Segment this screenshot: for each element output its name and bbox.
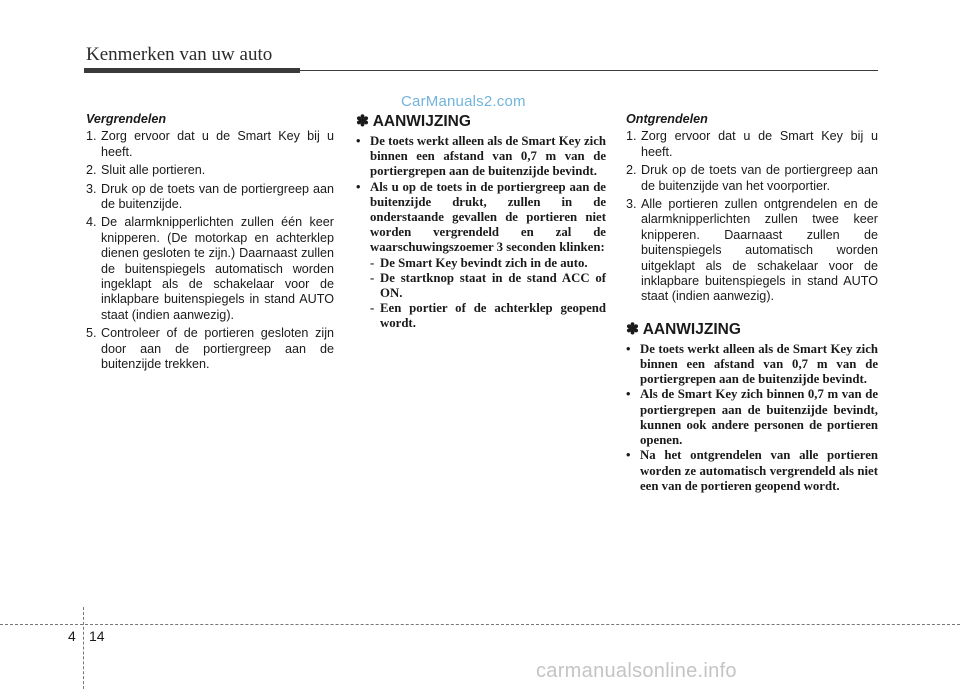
bullet-text: Als u op de toets in de portiergreep aan de buitenzijde drukt, zullen in de onderstaande gevallen de portieren niet worden vergrendeld en zal de waarschuwingszoemer 3 seconden klinken: (370, 179, 606, 255)
list-item (370, 271, 606, 301)
list-item (86, 326, 334, 372)
list-item (356, 180, 606, 256)
watermark-bottom: carmanualsonline.info (536, 660, 737, 682)
page-number: 14 (89, 628, 105, 644)
list-item (626, 342, 878, 388)
list-item (86, 163, 334, 178)
dash-text: De startknop staat in de stand ACC of ON. (380, 270, 606, 301)
chapter-number: 4 (68, 628, 76, 644)
list-item (370, 256, 606, 271)
list-item (370, 301, 606, 331)
list-item (626, 129, 878, 160)
watermark-top: CarManuals2.com (401, 93, 526, 110)
footer-rule-left (0, 624, 83, 625)
step-number: 3. (626, 197, 637, 212)
list-item (86, 129, 334, 160)
list-item (626, 197, 878, 305)
section-heading-ontgrendelen: Ontgrendelen (626, 112, 708, 126)
list-item (626, 163, 878, 194)
section-heading-vergrendelen: Vergrendelen (86, 112, 167, 126)
bullet-text: De toets werkt alleen als de Smart Key zich binnen een afstand van 0,7 m van de portiergrepen aan de buitenzijde bevindt. (640, 341, 878, 387)
bullet-mark: • (626, 448, 631, 463)
header-rule (300, 70, 878, 71)
note-heading: ✽ AANWIJZING (626, 320, 741, 338)
step-text: Alle portieren zullen ontgrendelen en de alarmknipperlichten zullen twee keer knipperen. Daarnaast zullen de buitenspiegels automatisch worden uitgeklapt als de schakelaar voor de inklapbare buitenspiegels in stand AUTO staat (indien aanwezig). (641, 197, 878, 304)
step-number: 3. (86, 181, 97, 196)
dash-mark: - (370, 270, 375, 285)
step-text: Druk op de toets van de portiergreep aan de buitenzijde. (101, 181, 334, 212)
column-locking (86, 112, 334, 376)
list-item (626, 387, 878, 448)
header-bar (84, 68, 300, 73)
dash-text: De Smart Key bevindt zich in de auto. (380, 255, 588, 270)
dash-text: Een portier of de achterklep geopend wordt. (380, 301, 606, 331)
step-text: Zorg ervoor dat u de Smart Key bij u heeft. (641, 129, 878, 159)
bullet-mark: • (356, 134, 361, 148)
step-text: Druk op de toets van de portiergreep aan de buitenzijde van het voorportier. (641, 163, 878, 193)
column-unlocking (626, 112, 878, 494)
list-item (356, 134, 606, 180)
dash-mark: - (370, 255, 375, 270)
bullet-mark: • (626, 387, 631, 402)
list-item (626, 448, 878, 494)
bullet-text: De toets werkt alleen als de Smart Key zich binnen een afstand van 0,7 m van de portiergrepen aan de buitenzijde bevindt. (370, 134, 606, 179)
bullet-mark: • (626, 341, 631, 356)
step-text: Zorg ervoor dat u de Smart Key bij u heeft. (101, 129, 334, 159)
step-number: 2. (86, 163, 97, 178)
bullet-text: Als de Smart Key zich binnen 0,7 m van de portiergrepen aan de buitenzijde bevindt, kunnen ook andere personen de portieren openen. (640, 387, 878, 448)
note-heading: ✽ AANWIJZING (356, 113, 471, 130)
step-number: 1. (626, 129, 637, 144)
step-number: 4. (86, 215, 97, 230)
step-text: Controleer of de portieren gesloten zijn door aan de portiergreep aan de buitenzijde trekken. (101, 326, 334, 372)
footer-divider (83, 607, 84, 689)
footer-rule-right (85, 624, 960, 625)
step-text: De alarmknipperlichten zullen één keer knipperen. (De motorkap en achterklep dienen gesloten te zijn.) Daarnaast zullen de buitenspiegels automatisch worden ingeklapt als de schakelaar voor de inklapbare buitenspiegels in stand AUTO staat (indien aanwezig). (101, 215, 334, 322)
column-note-locking (356, 112, 606, 332)
dash-mark: - (370, 301, 375, 316)
page-header-title: Kenmerken van uw auto (86, 44, 273, 65)
step-number: 2. (626, 163, 637, 178)
list-item (86, 182, 334, 213)
step-text: Sluit alle portieren. (101, 163, 206, 178)
bullet-mark: • (356, 179, 361, 194)
step-number: 5. (86, 326, 97, 341)
list-item (86, 215, 334, 323)
step-number: 1. (86, 129, 97, 144)
bullet-text: Na het ontgrendelen van alle portieren worden ze automatisch vergrendeld als niet een van de portieren geopend wordt. (640, 448, 878, 493)
